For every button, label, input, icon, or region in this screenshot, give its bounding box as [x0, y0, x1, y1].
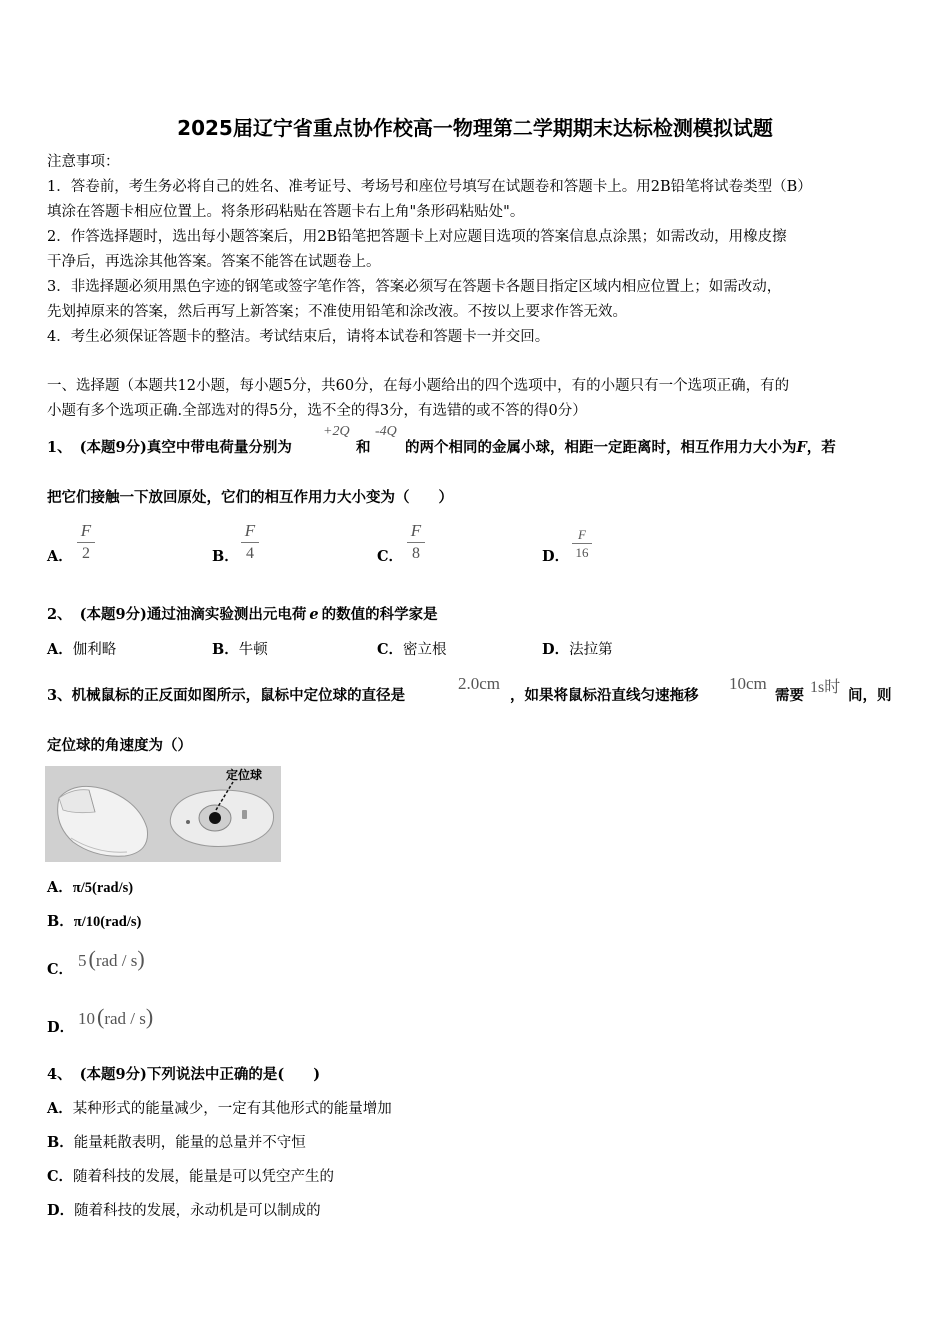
mouse-figure: [45, 766, 281, 862]
notice-line-4: 4．考生必须保证答题卡的整洁。考试结束后，请将本试卷和答题卡一并交回。: [47, 329, 550, 345]
q4-option-b[interactable]: B．能量耗散表明，能量的总量并不守恒: [47, 1134, 306, 1151]
q3-option-d-label[interactable]: D．: [47, 1019, 75, 1036]
notice-line-2b: 干净后，再选涂其他答案。答案不能答在试题卷上。: [47, 254, 381, 270]
section-heading-line-a: 一、选择题（本题共12小题，每小题5分，共60分，在每小题给出的四个选项中，有的小题只有一个选项正确，有的: [47, 378, 790, 394]
q3-option-a[interactable]: A．π/5(rad/s): [47, 879, 134, 896]
q3-option-b[interactable]: B．π/10(rad/s): [47, 913, 142, 930]
q3-distance: 10cm: [729, 674, 767, 693]
q3-text-c: 需要: [775, 687, 804, 704]
q2-option-d[interactable]: D．法拉第: [542, 641, 613, 658]
q3-diameter: 2.0cm: [458, 674, 501, 693]
q1-text-b: 的两个相同的金属小球，相距一定距离时，相互作用力大小为F，若: [405, 439, 836, 456]
page-title: 2025届辽宁省重点协作校高一物理第二学期期末达标检测模拟试题: [177, 116, 773, 140]
mouse-figure-label: 定位球: [226, 768, 263, 782]
q1-option-b-label[interactable]: B．: [212, 548, 239, 565]
q1-and: 和: [356, 439, 371, 456]
notice-line-1b: 填涂在答题卡相应位置上。将条形码粘贴在答题卡右上角"条形码粘贴处"。: [47, 204, 525, 220]
q1-option-d-label[interactable]: D．: [542, 548, 570, 565]
q4-option-c[interactable]: C．随着科技的发展，能量是可以凭空产生的: [47, 1168, 335, 1185]
q4-option-a[interactable]: A．某种形式的能量减少，一定有其他形式的能量增加: [47, 1100, 392, 1117]
q3-option-c-value: 5(rad / s): [78, 946, 145, 971]
notice-line-3b: 先划掉原来的答案，然后再写上新答案；不准使用铅笔和涂改液。不按以上要求作答无效。: [47, 304, 627, 320]
q1-option-a-fraction: F 2: [77, 522, 95, 562]
q4-option-d[interactable]: D．随着科技的发展，永动机是可以制成的: [47, 1202, 321, 1219]
q1-option-c-label[interactable]: C．: [377, 548, 404, 565]
q2-option-b[interactable]: B．牛顿: [212, 641, 268, 658]
q1-force-symbol: F: [796, 439, 807, 456]
q1-option-a-label[interactable]: A．: [47, 548, 73, 565]
q1-option-d-fraction: F 16: [572, 528, 592, 560]
q1-prefix: 1、 (本题9分)真空中带电荷量分别为: [47, 439, 292, 456]
q2-stem: 2、 (本题9分)通过油滴实验测出元电荷 e 的数值的科学家是: [47, 606, 438, 623]
notice-line-2a: 2．作答选择题时，选出每小题答案后，用2B铅笔把答题卡上对应题目选项的答案信息点涂黑；如需改动，用橡皮擦: [47, 229, 787, 245]
q3-time: 1s时: [810, 679, 841, 696]
q2-symbol: e: [309, 606, 319, 623]
q2-option-a[interactable]: A．伽利略: [47, 641, 117, 658]
q1-charge-2: -4Q: [375, 424, 397, 439]
q3-option-c-label[interactable]: C．: [47, 961, 74, 978]
q3-line-2: 定位球的角速度为（）: [47, 737, 192, 754]
q4-stem: 4、 (本题9分)下列说法中正确的是( ): [47, 1066, 321, 1083]
q1-charge-1: +2Q: [323, 424, 350, 439]
q1-option-c-fraction: F 8: [407, 522, 425, 562]
notice-line-3a: 3．非选择题必须用黑色字迹的钢笔或签字笔作答，答案必须写在答题卡各题目指定区域内相应位置上；如需改动，: [47, 279, 782, 295]
section-heading-line-b: 小题有多个选项正确.全部选对的得5分，选不全的得3分，有选错的或不答的得0分）: [47, 403, 587, 419]
q1-option-b-fraction: F 4: [241, 522, 259, 562]
notice-heading: 注意事项：: [47, 154, 120, 170]
q1-line-2: 把它们接触一下放回原处，它们的相互作用力大小变为（ ）: [47, 489, 453, 506]
q3-text-a: 3、机械鼠标的正反面如图所示，鼠标中定位球的直径是: [47, 687, 406, 704]
q3-text-d: 间，则: [848, 687, 892, 704]
notice-line-1a: 1．答卷前，考生务必将自己的姓名、准考证号、考场号和座位号填写在试题卷和答题卡上。用2B铅笔将试卷类型（B）: [47, 179, 812, 195]
q3-text-b: ，如果将鼠标沿直线匀速拖移: [510, 687, 699, 704]
q3-option-d-value: 10(rad / s): [78, 1004, 154, 1029]
q2-option-c[interactable]: C．密立根: [377, 641, 447, 658]
